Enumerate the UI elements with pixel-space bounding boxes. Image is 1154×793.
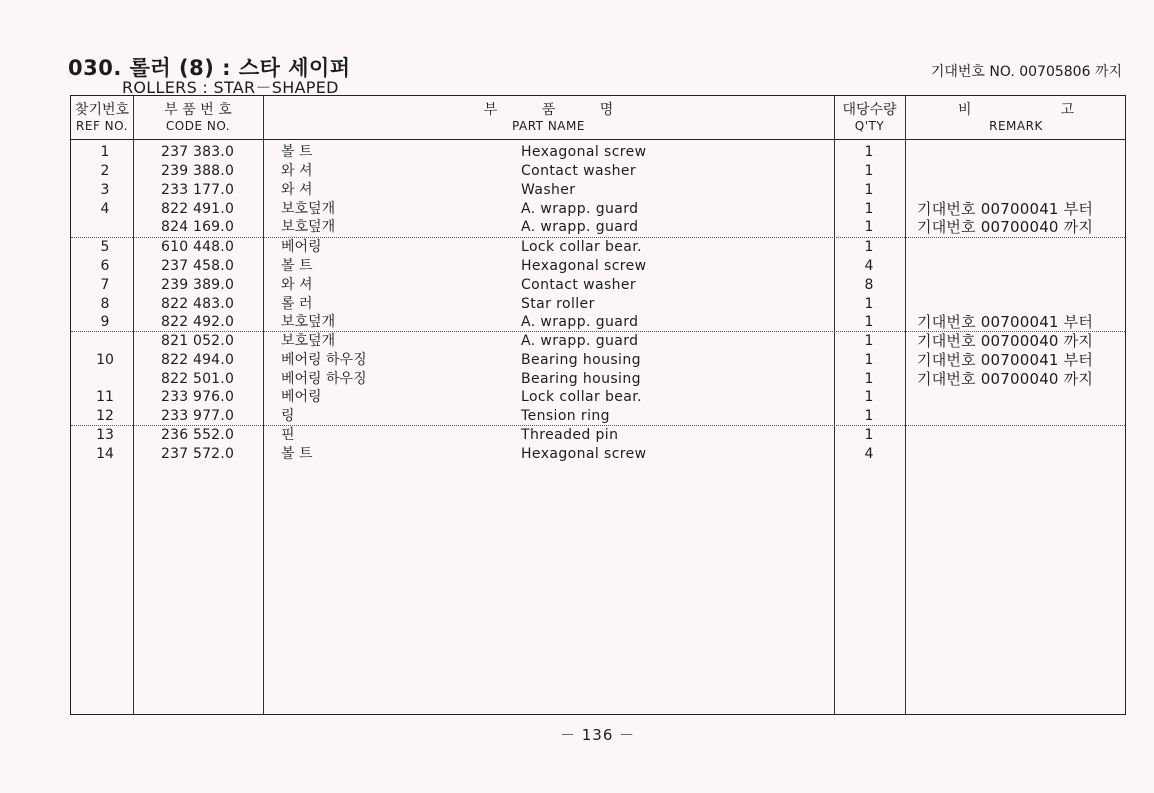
ref-no: 11 <box>96 389 114 405</box>
table-row <box>71 257 1125 276</box>
part-name-ko: 보호덮개 <box>281 333 336 349</box>
code-no: 233 177.0 <box>161 182 235 198</box>
code-no: 610 448.0 <box>161 239 235 255</box>
page-title-english: ROLLERS : STAR－SHAPED <box>122 78 339 97</box>
quantity: 1 <box>864 389 874 405</box>
quantity: 4 <box>864 258 874 274</box>
ref-no: 6 <box>100 258 110 274</box>
code-no: 236 552.0 <box>161 427 235 443</box>
header-ref-no: 찾기번호 REF NO. <box>74 102 130 133</box>
table-row <box>71 426 1125 445</box>
part-name-ko: 롤 러 <box>281 296 313 312</box>
code-no: 822 494.0 <box>161 352 235 368</box>
remark: 기대번호 00700041 부터 <box>917 200 1094 218</box>
part-name-en: Threaded pin <box>521 427 619 443</box>
part-name-ko: 볼 트 <box>281 258 313 274</box>
table-row <box>71 445 1125 464</box>
remark: 기대번호 00700040 까지 <box>917 218 1094 236</box>
quantity: 1 <box>864 219 874 235</box>
quantity: 1 <box>864 296 874 312</box>
page-number: － 136 － <box>560 726 636 744</box>
table-row <box>71 370 1125 389</box>
part-name-en: Contact washer <box>521 163 637 179</box>
ref-no: 8 <box>100 296 110 312</box>
ref-no: 7 <box>100 277 110 293</box>
ref-no: 4 <box>100 201 110 217</box>
remark: 기대번호 00700041 부터 <box>917 351 1094 369</box>
header-divider <box>71 139 1125 140</box>
table-row <box>71 181 1125 200</box>
ref-no: 3 <box>100 182 110 198</box>
code-no: 239 389.0 <box>161 277 235 293</box>
part-name-en: Bearing housing <box>521 352 641 368</box>
quantity: 1 <box>864 314 874 330</box>
ref-no: 12 <box>96 408 114 424</box>
code-no: 233 977.0 <box>161 408 235 424</box>
ref-no: 9 <box>100 314 110 330</box>
header-part-name: 부 품 명 PART NAME <box>483 102 614 133</box>
table-row <box>71 351 1125 370</box>
code-no: 239 388.0 <box>161 163 235 179</box>
code-no: 822 491.0 <box>161 201 235 217</box>
part-name-en: Tension ring <box>521 408 610 424</box>
quantity: 1 <box>864 201 874 217</box>
remark: 기대번호 00700041 부터 <box>917 313 1094 331</box>
quantity: 1 <box>864 371 874 387</box>
quantity: 1 <box>864 427 874 443</box>
quantity: 4 <box>864 446 874 462</box>
part-name-en: Bearing housing <box>521 371 641 387</box>
part-name-ko: 와 셔 <box>281 182 313 198</box>
table-row <box>71 407 1125 426</box>
part-name-ko: 베어링 <box>281 239 322 255</box>
header-quantity: 대당수량 Q'TY <box>842 102 897 133</box>
header-code-no: 부 품 번 호 CODE NO. <box>164 102 232 133</box>
ref-no: 14 <box>96 446 114 462</box>
code-no: 822 483.0 <box>161 296 235 312</box>
code-no: 822 492.0 <box>161 314 235 330</box>
part-name-en: Lock collar bear. <box>521 239 643 255</box>
part-name-en: Hexagonal screw <box>521 258 647 274</box>
quantity: 1 <box>864 239 874 255</box>
table-row <box>71 200 1125 219</box>
part-name-en: A. wrapp. guard <box>521 201 639 217</box>
code-no: 824 169.0 <box>161 219 235 235</box>
header-remark: 비 고 REMARK <box>957 102 1075 133</box>
part-name-ko: 와 셔 <box>281 163 313 179</box>
table-row <box>71 313 1125 332</box>
remark: 기대번호 00700040 까지 <box>917 332 1094 350</box>
ref-no: 10 <box>96 352 114 368</box>
code-no: 821 052.0 <box>161 333 235 349</box>
code-no: 822 501.0 <box>161 371 235 387</box>
quantity: 1 <box>864 144 874 160</box>
ref-no: 1 <box>100 144 110 160</box>
serial-number-range: 기대번호 NO. 00705806 까지 <box>930 64 1122 80</box>
part-name-ko: 보호덮개 <box>281 201 336 217</box>
part-name-ko: 베어링 하우징 <box>281 371 367 387</box>
part-name-ko: 보호덮개 <box>281 219 336 235</box>
table-row <box>71 295 1125 314</box>
ref-no: 2 <box>100 163 110 179</box>
part-name-en: A. wrapp. guard <box>521 333 639 349</box>
part-name-ko: 베어링 하우징 <box>281 352 367 368</box>
code-no: 237 572.0 <box>161 446 235 462</box>
part-name-en: Washer <box>521 182 576 198</box>
part-name-ko: 보호덮개 <box>281 314 336 330</box>
part-name-ko: 볼 트 <box>281 144 313 160</box>
part-name-en: Hexagonal screw <box>521 446 647 462</box>
parts-table <box>70 95 1126 715</box>
part-name-en: A. wrapp. guard <box>521 314 639 330</box>
part-name-ko: 와 셔 <box>281 277 313 293</box>
remark: 기대번호 00700040 까지 <box>917 370 1094 388</box>
part-name-en: Lock collar bear. <box>521 389 643 405</box>
table-row <box>71 388 1125 407</box>
code-no: 237 383.0 <box>161 144 235 160</box>
table-row <box>71 218 1125 237</box>
quantity: 1 <box>864 163 874 179</box>
part-name-ko: 베어링 <box>281 389 322 405</box>
table-row <box>71 162 1125 181</box>
part-name-ko: 핀 <box>281 427 295 443</box>
part-name-en: A. wrapp. guard <box>521 219 639 235</box>
ref-no: 5 <box>100 239 110 255</box>
table-row <box>71 238 1125 257</box>
part-name-ko: 링 <box>281 408 295 424</box>
part-name-en: Hexagonal screw <box>521 144 647 160</box>
part-name-en: Star roller <box>521 296 595 312</box>
code-no: 237 458.0 <box>161 258 235 274</box>
table-row <box>71 332 1125 351</box>
part-name-en: Contact washer <box>521 277 637 293</box>
table-row <box>71 143 1125 162</box>
quantity: 8 <box>864 277 874 293</box>
quantity: 1 <box>864 333 874 349</box>
ref-no: 13 <box>96 427 114 443</box>
code-no: 233 976.0 <box>161 389 235 405</box>
quantity: 1 <box>864 408 874 424</box>
quantity: 1 <box>864 352 874 368</box>
table-row <box>71 276 1125 295</box>
page-title-korean: 030. 롤러 (8) : 스타 세이퍼 <box>68 56 351 80</box>
part-name-ko: 볼 트 <box>281 446 313 462</box>
quantity: 1 <box>864 182 874 198</box>
